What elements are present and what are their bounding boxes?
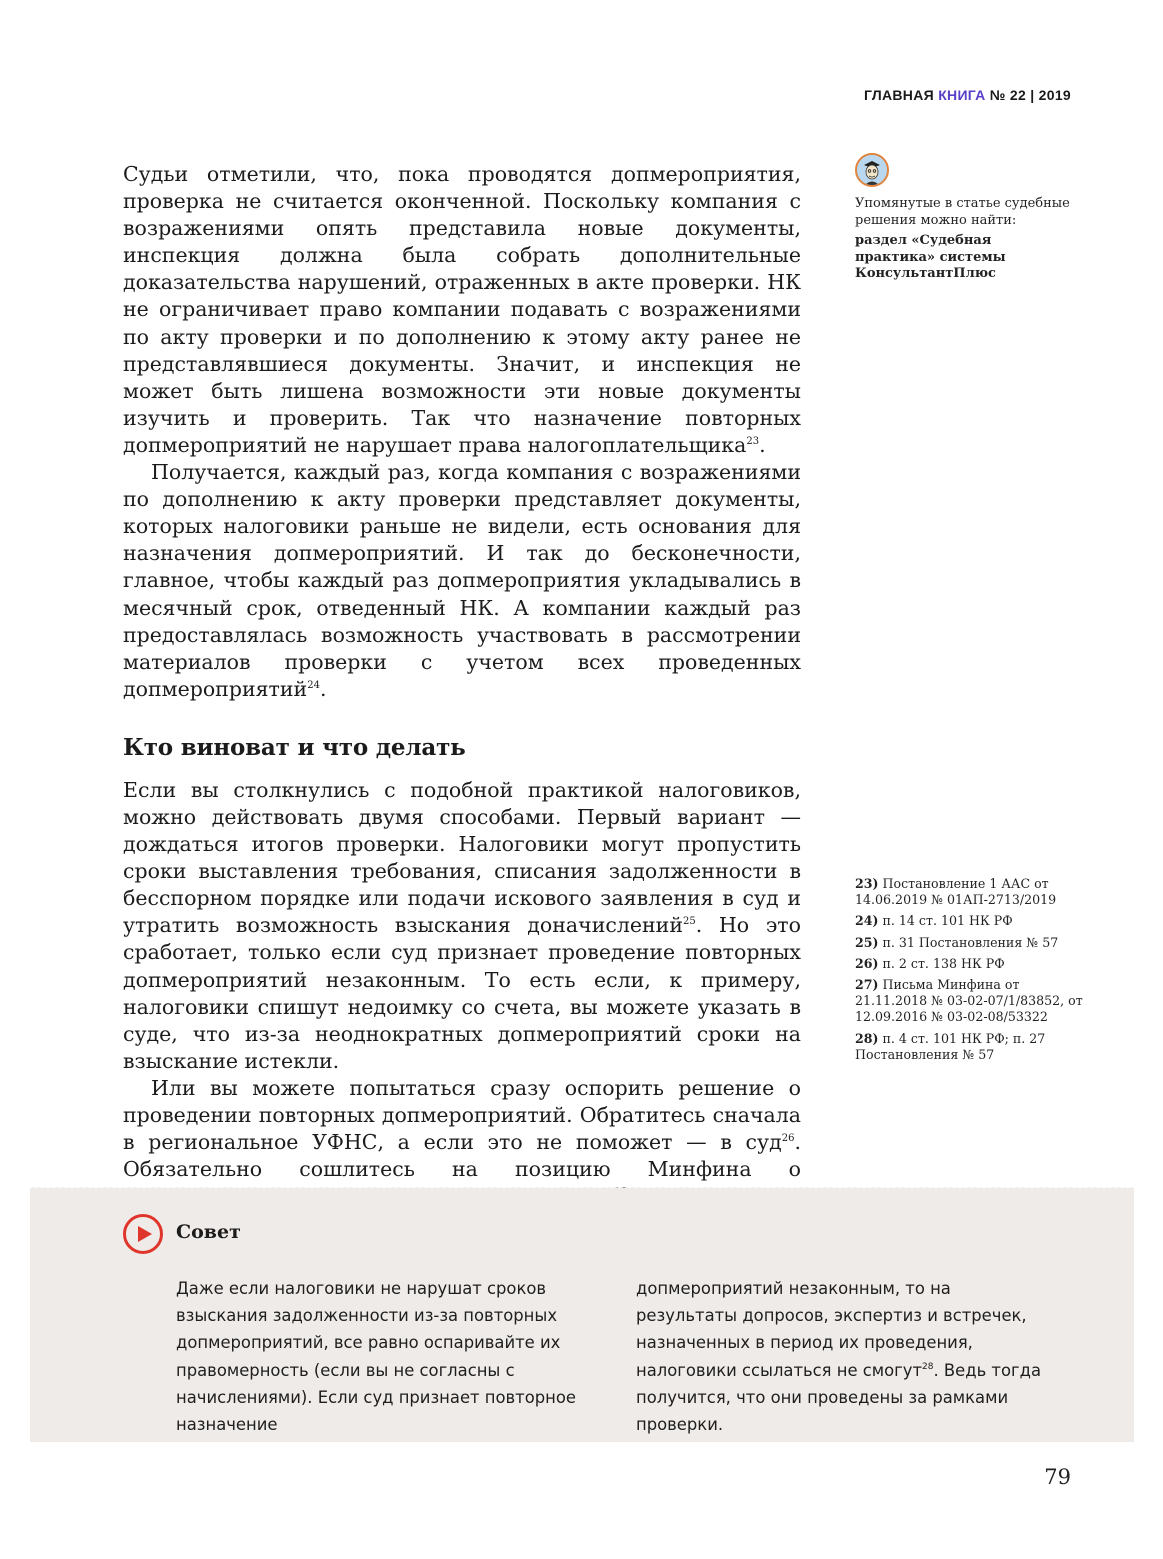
article-body [123,161,801,1210]
paragraph-4: Или вы можете попытаться сразу оспорить решение о проведении повторных допмероприятий. Обратитесь сначала в региональное УФНС, а если это не поможет — в суд$^{26}$. Обязательно сошлитесь на позицию Минфина о [123,1075,801,1210]
play-circle-icon [122,1213,164,1255]
tip-box [30,1188,1134,1442]
footnote-item: 26) п. 2 ст. 138 НК РФ [855,955,1005,971]
footnote-item: 25) п. 31 Постановления № 57 [855,934,1059,950]
paragraph-2: Получается, каждый раз, когда компания с возражениями по дополнению к акту проверки представляет документы, которых налоговики раньше не видели, есть основания для назначения допмероприятий. И так до бесконечности, главное, чтобы каждый раз допмероприятия укладывались в месячный срок, отведенный НК. А компании каждый раз предоставлялась возможность участвовать в рассмотрении материалов проверки с учетом всех проведенных допмероприятий$^{24}$. [123,460,801,701]
brand-main: ГЛАВНАЯ [863,87,934,103]
section-heading: Кто виноват и что делать [123,733,466,761]
footnote-ref[interactable]: 25 [683,916,696,928]
brand-accent: КНИГА [938,87,986,103]
footnote-ref[interactable]: 24 [307,679,320,691]
footnote-ref[interactable]: 28 [922,1361,934,1372]
sidebar-note [855,153,1075,283]
tip-column-1: Даже если налоговики не нарушат сроков взыскания задолженности из-за повторных допмероприятий, все равно оспаривайте их правомерность (если вы не согласны с начислениями). Если суд признает повторное назначение [176,1279,576,1435]
issue-number: № 22 | 2019 [989,87,1071,103]
tip-title: Совет [176,1221,241,1243]
paragraph-3: Если вы столкнулись с подобной практикой налоговиков, можно действовать двумя способами. Первый вариант — дождаться итогов проверки. Налоговики могут пропустить сроки выставления требования, списания задолженности в бесспорном порядке или подачи искового заявления в суд и утратить возможность взыскания доначислений$^{25}$. Но это сработает, только если суд признает проведение повторных допмероприятий незаконным. То есть если, к примеру, налоговики спишут недоимку со счета, вы можете указать в суде, что из-за неоднократных допмероприятий сроки на взыскание истекли. [123,777,801,1073]
footnote-ref[interactable]: 26 [781,1133,795,1145]
paragraph-1: Судьи отметили, что, пока проводятся допмероприятия, проверка не считается оконченной. Поскольку компания с возражениями опять представила новые документы, инспекция должна была собрать дополнительные доказательства нарушений, отраженных в акте проверки. НК не ограничивает право компании подавать с возражениями по акту проверки и по дополнению к этому акту ранее не представлявшиеся документы. Значит, и инспекция не может быть лишена возможности эти новые документы изучить и проверить. Так что назначение повторных допмероприятий не нарушает права налогоплательщика$^{23}$. [123,162,801,457]
sidebar-lead: Упомянутые в статье судебные решения можно найти: [855,196,1070,228]
footnote-ref[interactable]: 23 [746,435,760,447]
running-header [864,87,1071,103]
footnote-item: 24) п. 14 ст. 101 НК РФ [855,913,1013,929]
judge-avatar-icon [855,153,889,187]
tip-column-2: допмероприятий незаконным, то на результаты допросов, экспертиз и встречек, назначенных в период их проведения, налоговики ссылаться не смогут$^{28}$. Ведь тогда получится, что они проведены за рамками проверки. [636,1279,1041,1435]
page-number: 79 [1044,1465,1071,1489]
tip-columns [176,1275,1056,1438]
footnote-item: 28) п. 4 ст. 101 НК РФ; п. 27 Постановления № 57 [855,1030,1046,1062]
sidebar-source: раздел «Судебная практика» системы КонсультантПлюс [855,233,1006,281]
footnote-item: 27) Письма Минфина от 21.11.2018 № 03-02-07/1/83852, от 12.09.2016 № 03-02-08/53322 [855,977,1083,1025]
footnotes [855,876,1085,1068]
footnote-item: 23) Постановление 1 ААС от 14.06.2019 № 01АП-2713/2019 [855,876,1057,908]
